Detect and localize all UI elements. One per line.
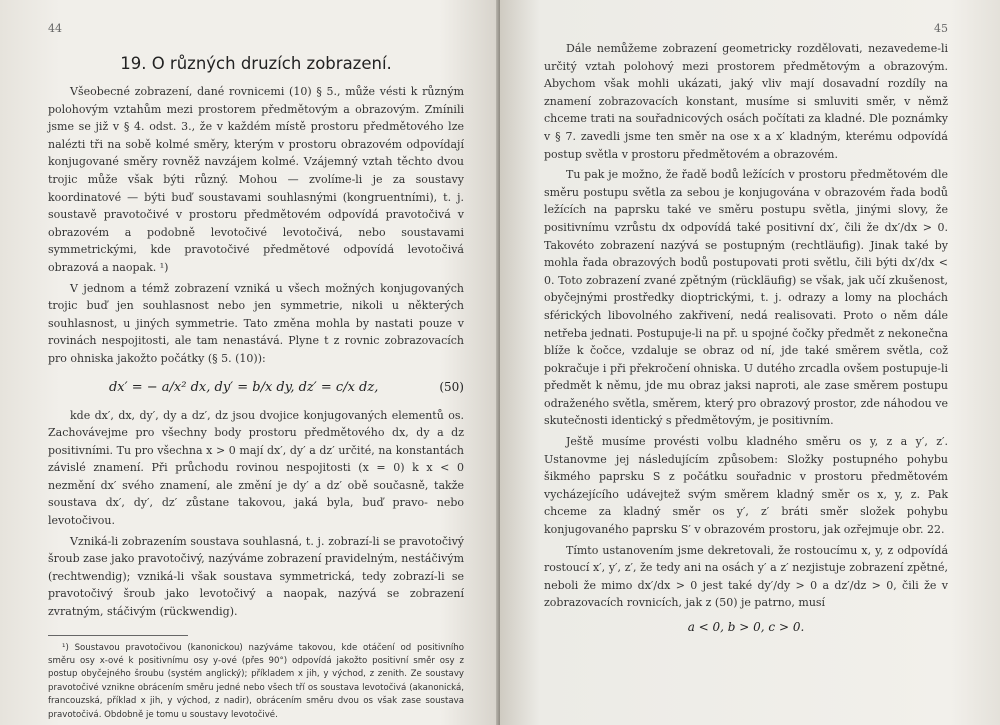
paragraph: Vzniká-li zobrazením soustava souhlasná, t. j. zobrazí-li se pravotočivý šroub zase jako pravotočivý, nazýváme zobrazení pravidelným, nestáčivým (rechtwendig); vzniká-li však soustava symmetrická, tedy zobrazí-li se pravotočivý šroub jako levotočivý a naopak, nazývá se zobrazení zvratným, stáčivým (rückwendig). xyxy=(48,534,464,619)
paragraph: Dále nemůžeme zobrazení geometricky rozdělovati, nezavedeme-li určitý vztah polohový mezi prostorem předmětovým a obrazovým. Abychom však mohli ukázati, jaký vliv mají dosavadní rozdíly na znamení zobrazovacích konstant, musíme si smluviti směr, v němž chceme trati na souřadnicových osách počítati za kladné. Dle poznámky v § 7. zavedli jsme ten směr na ose x a x′ kladným, kterému odpovídá postup světla v prostoru předmětovém a obrazovém. xyxy=(544,42,948,161)
section-title: 19. O různých druzích zobrazení. xyxy=(120,54,392,73)
page-number-right: 45 xyxy=(934,22,948,35)
right-page xyxy=(500,0,1000,725)
equation-body: dx′ = − a/x² dx, dy′ = b/x dy, dz′ = c/x dz, xyxy=(108,379,379,395)
paragraph: kde dx′, dx, dy′, dy a dz′, dz jsou dvojice konjugovaných elementů os. Zachovávejme pro všechny body prostoru předmětového dx, dy a dz positivními. Tu pro všechna x > 0 mají dx′, dy′ a dz′ určité, na konstantách závislé znamení. Při průchodu rovinou nespojitosti (x = 0) k x < 0 nezmění dx′ svého znamení, ale změní je dy′ a dz′ obě současně, takže soustava dx′, dy′, dz′ zůstane takovou, jaká byla, buď pravo- nebo levotočivou. xyxy=(48,408,464,528)
paragraph: Tímto ustanovením jsme dekretovali, že rostoucímu x, y, z odpovídá rostoucí x′, y′, z′, že tedy ani na osách y′ a z′ nezjistuje zobrazení zpětné, neboli že mimo dx′/dx > 0 jest také dy′/dy > 0 a dz′/dz > 0, čili že v zobrazovacích rovnicích, jak z (50) je patrno, musí xyxy=(544,543,948,610)
footnote-rule xyxy=(48,635,188,636)
page-number-left: 44 xyxy=(48,22,62,35)
footnote: ¹) Soustavou pravotočivou (kanonickou) nazýváme takovou, kde otáčení od positivního směru osy x-ové k positivnímu osy y-ové (přes 90°) odpovídá jakožto positivní směr osy z postup obyčejného šroubu (systém anglický); příkladem x jih, y východ, z zenith. Ze soustavy pravotočivé vznikne obrácením směru jedné nebo všech tří os soustava levotočivá (akanonická, francouzská, příklad x jih, y východ, z nadir), obrácením směru dvou os však zase soustava pravotočivá. Obdobně je tomu u soustavy levotočivé. xyxy=(48,642,464,720)
paragraph: Ještě musíme provésti volbu kladného směru os y, z a y′, z′. Ustanovme jej následujícím způsobem: Složky postupného pohybu šikmého paprsku S z počátku souřadnic v prostoru předmětovém vycházejícího udávejtež svým směrem kladný směr os x, y, z. Pak chceme za kladný směr os y′, z′ bráti směr složek pohybu konjugovaného paprsku S′ v obrazovém prostoru, jak ozřejmuje obr. 22. xyxy=(544,435,948,537)
equation-50 xyxy=(48,380,464,395)
paragraph: Všeobecné zobrazení, dané rovnicemi (10) § 5., může vésti k různým polohovým vztahům mezi prostorem předmětovým a obrazovým. Zmínili jsme se již v § 4. odst. 3., že v každém místě prostoru předmětového lze nalézti tři na sobě kolmé směry, kterým v prostoru obrazovém odpovídají konjugované směry rovněž navzájem kolmé. Vzájemný vztah těchto dvou trojic může však býti různý. Mohou — zvolíme-li je za soustavy koordinatové — býti buď soustavami souhlasnými (kongruentními), t. j. soustavě pravotočivé v prostoru předmětovém odpovídá pravotočivá v obrazovém a podobně levotočivé levotočivá, nebo soustavami symmetrickými, kde pravotočivé předmětové odpovídá levotočivá obrazová a naopak. ¹) xyxy=(48,85,464,274)
equation-number: (50) xyxy=(439,380,464,394)
sign-conditions: a < 0, b > 0, c > 0. xyxy=(687,620,805,634)
paragraph: Tu pak je možno, že řadě bodů ležících v prostoru předmětovém dle směru postupu světla za sebou je konjugována v obrazovém řada bodů ležících na paprsku také ve směru postupu světla, jinými slovy, že positivnímu vzrůstu dx odpovídá také positivní dx′, čili že dx′/dx > 0. Takovéto zobrazení nazývá se postupným (rechtläufig). Jinak také by mohla řada obrazových bodů postupovati proti světlu, čili býti dx′/dx < 0. Toto zobrazení zvané zpětným (rückläufig) se však, jak učí zkušenost, obyčejnými prostředky dioptrickými, t. j. odrazy a lomy na plochách sférických libovolného zakřivení, nedá realisovati. Proto o něm dále netřeba jednati. Postupuje-li na př. u spojné čočky předmět z nekonečna blíže k čočce, vzdaluje se obraz od ní, jde také směrem světla, což pokračuje i při překročení ohniska. U dutého zrcadla ovšem postupuje-li předmět k němu, jde mu obraz jaksi naproti, ale zase směrem postupu odraženého světla, směrem, který pro obrazový prostor, zde náhodou ve skutečnosti identický s předmětovým, je positivním. xyxy=(544,168,948,428)
paragraph: V jednom a témž zobrazení vzniká u všech možných konjugovaných trojic buď jen souhlasnost nebo jen symmetrie, nikoli u některých souhlasnost, u jiných symmetrie. Tato změna mohla by nastati pouze v rovinách nespojitosti, ale tam nenastává. Plyne t z rovnic zobrazovacích pro ohniska jakožto počátky (§ 5. (10)): xyxy=(48,281,464,365)
